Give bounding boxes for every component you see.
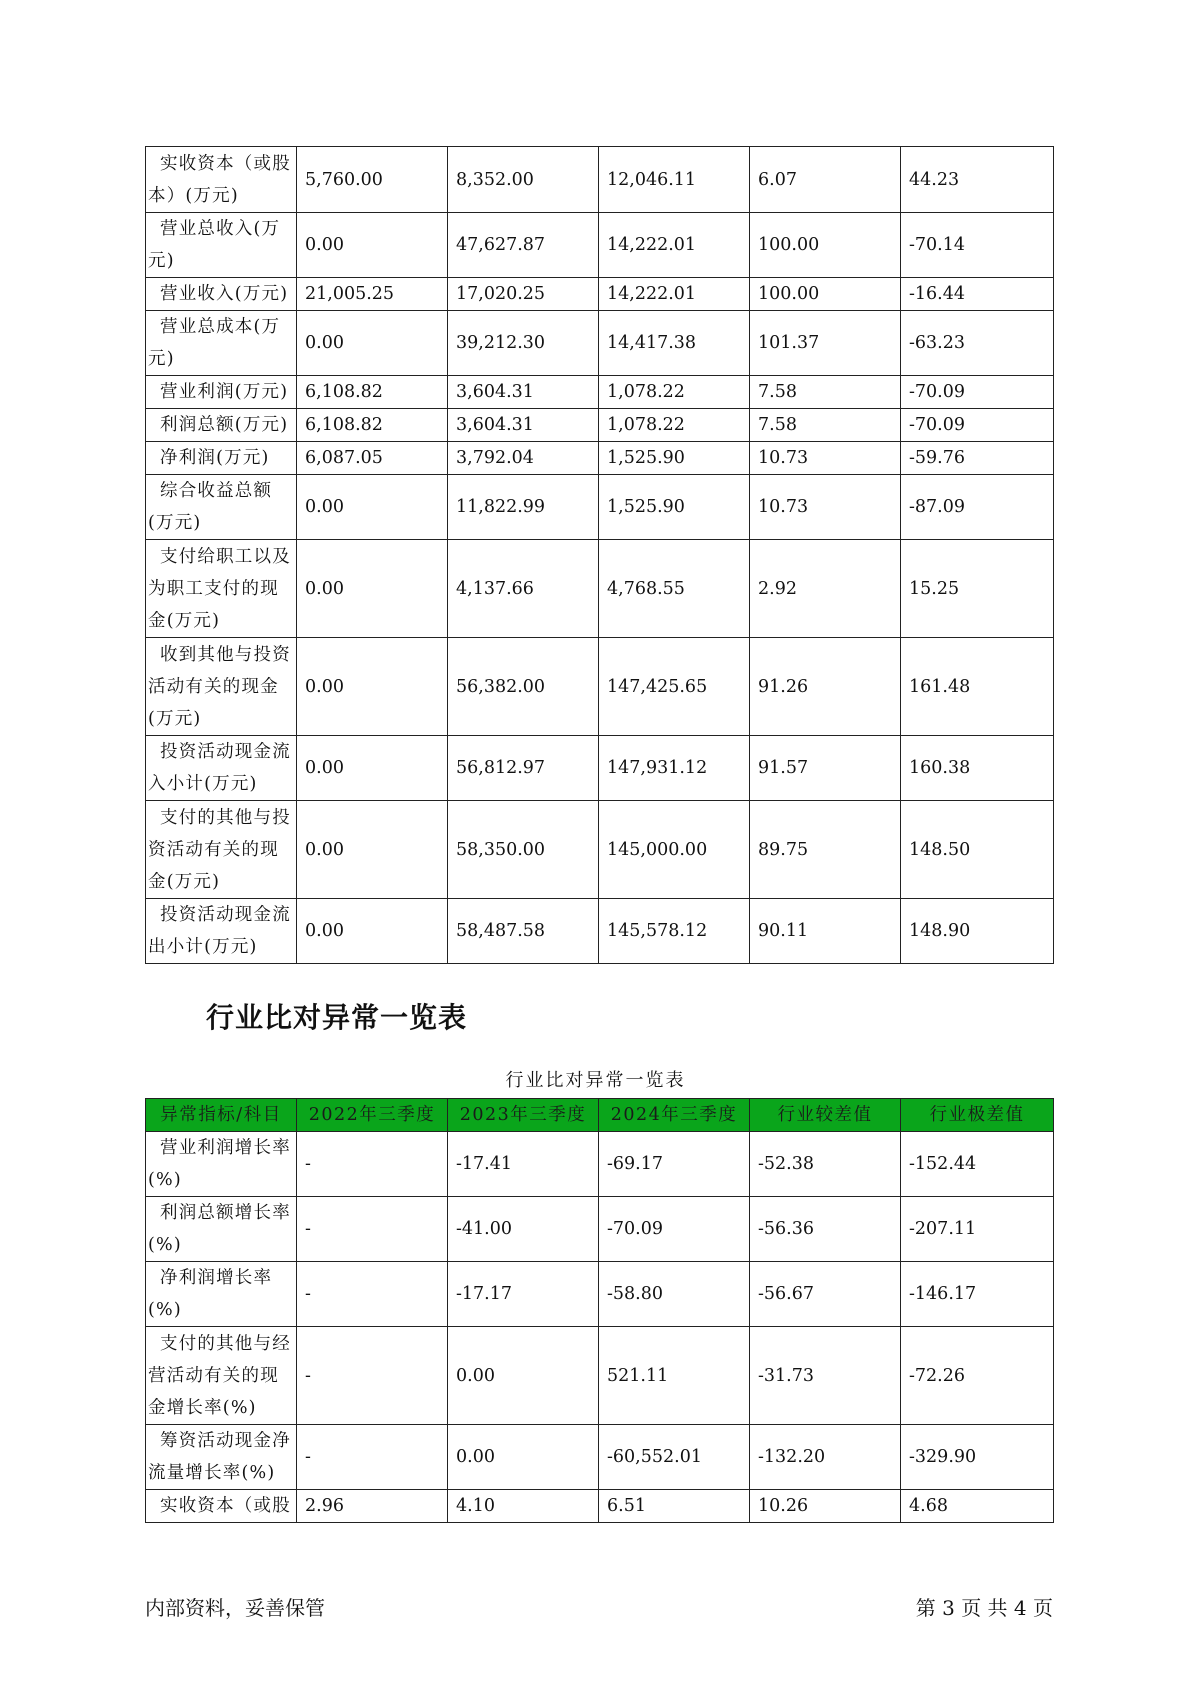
row-label: 营业总收入(万元) — [146, 213, 297, 278]
cell-value: -56.67 — [750, 1262, 901, 1327]
cell-value: 1,078.22 — [599, 376, 750, 409]
table-row — [146, 475, 1054, 540]
cell-value: 4.10 — [448, 1490, 599, 1523]
cell-value: 147,931.12 — [599, 736, 750, 801]
table-row — [146, 147, 1054, 213]
cell-value: - — [297, 1197, 448, 1262]
row-label: 实收资本（或股 — [146, 1490, 297, 1523]
cell-value: 4,137.66 — [448, 540, 599, 638]
cell-value: -152.44 — [901, 1132, 1054, 1197]
cell-value: 15.25 — [901, 540, 1054, 638]
cell-value: 0.00 — [297, 213, 448, 278]
row-label: 支付的其他与经营活动有关的现金增长率(%) — [146, 1327, 297, 1425]
table-row — [146, 1327, 1054, 1425]
cell-value: 0.00 — [297, 475, 448, 540]
row-label: 收到其他与投资活动有关的现金(万元) — [146, 638, 297, 736]
cell-value: 44.23 — [901, 147, 1054, 213]
column-header: 行业极差值 — [901, 1099, 1054, 1132]
cell-value: 91.57 — [750, 736, 901, 801]
table-row — [146, 442, 1054, 475]
cell-value: 3,604.31 — [448, 376, 599, 409]
cell-value: 56,812.97 — [448, 736, 599, 801]
cell-value: 11,822.99 — [448, 475, 599, 540]
cell-value: 2.92 — [750, 540, 901, 638]
cell-value: 21,005.25 — [297, 278, 448, 311]
cell-value: -60,552.01 — [599, 1425, 750, 1490]
cell-value: 161.48 — [901, 638, 1054, 736]
cell-value: 4,768.55 — [599, 540, 750, 638]
industry-anomaly-table — [145, 1098, 1054, 1523]
cell-value: -72.26 — [901, 1327, 1054, 1425]
cell-value: -132.20 — [750, 1425, 901, 1490]
cell-value: 1,525.90 — [599, 442, 750, 475]
cell-value: 0.00 — [297, 311, 448, 376]
cell-value: 4.68 — [901, 1490, 1054, 1523]
row-label: 净利润增长率(%) — [146, 1262, 297, 1327]
column-header: 2023年三季度 — [448, 1099, 599, 1132]
cell-value: 6.07 — [750, 147, 901, 213]
row-label: 实收资本（或股本）(万元) — [146, 147, 297, 213]
cell-value: -56.36 — [750, 1197, 901, 1262]
cell-value: 12,046.11 — [599, 147, 750, 213]
table-row — [146, 278, 1054, 311]
footer-confidential-note: 内部资料，妥善保管 — [145, 1596, 325, 1620]
cell-value: -70.14 — [901, 213, 1054, 278]
cell-value: 145,000.00 — [599, 801, 750, 899]
cell-value: -207.11 — [901, 1197, 1054, 1262]
cell-value: 0.00 — [297, 540, 448, 638]
financial-data-table — [145, 146, 1054, 964]
cell-value: 2.96 — [297, 1490, 448, 1523]
row-label: 营业总成本(万元) — [146, 311, 297, 376]
cell-value: 0.00 — [297, 801, 448, 899]
row-label: 利润总额增长率(%) — [146, 1197, 297, 1262]
cell-value: 47,627.87 — [448, 213, 599, 278]
cell-value: 56,382.00 — [448, 638, 599, 736]
table-row — [146, 213, 1054, 278]
cell-value: 89.75 — [750, 801, 901, 899]
row-label: 利润总额(万元) — [146, 409, 297, 442]
section-title: 行业比对异常一览表 — [206, 1001, 468, 1034]
table-row — [146, 1490, 1054, 1523]
cell-value: 0.00 — [448, 1425, 599, 1490]
cell-value: -87.09 — [901, 475, 1054, 540]
cell-value: -69.17 — [599, 1132, 750, 1197]
cell-value: 39,212.30 — [448, 311, 599, 376]
cell-value: 145,578.12 — [599, 899, 750, 964]
cell-value: 521.11 — [599, 1327, 750, 1425]
table-row — [146, 409, 1054, 442]
cell-value: 100.00 — [750, 213, 901, 278]
cell-value: 1,525.90 — [599, 475, 750, 540]
row-label: 净利润(万元) — [146, 442, 297, 475]
cell-value: -16.44 — [901, 278, 1054, 311]
cell-value: 91.26 — [750, 638, 901, 736]
cell-value: 6.51 — [599, 1490, 750, 1523]
row-label: 支付给职工以及为职工支付的现金(万元) — [146, 540, 297, 638]
cell-value: 90.11 — [750, 899, 901, 964]
table-row — [146, 540, 1054, 638]
cell-value: -41.00 — [448, 1197, 599, 1262]
cell-value: 160.38 — [901, 736, 1054, 801]
cell-value: 0.00 — [297, 638, 448, 736]
cell-value: 148.90 — [901, 899, 1054, 964]
cell-value: 17,020.25 — [448, 278, 599, 311]
cell-value: 1,078.22 — [599, 409, 750, 442]
cell-value: 3,792.04 — [448, 442, 599, 475]
row-label: 营业利润增长率(%) — [146, 1132, 297, 1197]
cell-value: - — [297, 1425, 448, 1490]
cell-value: - — [297, 1262, 448, 1327]
table-row — [146, 638, 1054, 736]
table-row — [146, 899, 1054, 964]
row-label: 投资活动现金流入小计(万元) — [146, 736, 297, 801]
table-row — [146, 736, 1054, 801]
cell-value: 6,108.82 — [297, 409, 448, 442]
cell-value: 147,425.65 — [599, 638, 750, 736]
cell-value: 6,087.05 — [297, 442, 448, 475]
cell-value: 10.26 — [750, 1490, 901, 1523]
table-header-row — [146, 1099, 1054, 1132]
cell-value: -70.09 — [901, 409, 1054, 442]
cell-value: -70.09 — [901, 376, 1054, 409]
cell-value: 0.00 — [297, 736, 448, 801]
column-header: 2024年三季度 — [599, 1099, 750, 1132]
table-row — [146, 1262, 1054, 1327]
row-label: 综合收益总额(万元) — [146, 475, 297, 540]
cell-value: 148.50 — [901, 801, 1054, 899]
cell-value: - — [297, 1327, 448, 1425]
cell-value: 3,604.31 — [448, 409, 599, 442]
cell-value: -70.09 — [599, 1197, 750, 1262]
row-label: 筹资活动现金净流量增长率(%) — [146, 1425, 297, 1490]
column-header: 异常指标/科目 — [146, 1099, 297, 1132]
table-row — [146, 1197, 1054, 1262]
row-label: 营业收入(万元) — [146, 278, 297, 311]
cell-value: 7.58 — [750, 409, 901, 442]
cell-value: -329.90 — [901, 1425, 1054, 1490]
table-row — [146, 311, 1054, 376]
table-row — [146, 1425, 1054, 1490]
cell-value: 10.73 — [750, 442, 901, 475]
row-label: 营业利润(万元) — [146, 376, 297, 409]
table-caption: 行业比对异常一览表 — [505, 1070, 686, 1091]
row-label: 支付的其他与投资活动有关的现金(万元) — [146, 801, 297, 899]
cell-value: - — [297, 1132, 448, 1197]
cell-value: 58,487.58 — [448, 899, 599, 964]
table-row — [146, 376, 1054, 409]
footer-page-number: 第 3 页 共 4 页 — [915, 1596, 1053, 1620]
column-header: 2022年三季度 — [297, 1099, 448, 1132]
cell-value: -59.76 — [901, 442, 1054, 475]
cell-value: 14,222.01 — [599, 278, 750, 311]
column-header: 行业较差值 — [750, 1099, 901, 1132]
table-row — [146, 801, 1054, 899]
cell-value: 101.37 — [750, 311, 901, 376]
cell-value: 0.00 — [297, 899, 448, 964]
cell-value: -63.23 — [901, 311, 1054, 376]
cell-value: 58,350.00 — [448, 801, 599, 899]
cell-value: 6,108.82 — [297, 376, 448, 409]
cell-value: -31.73 — [750, 1327, 901, 1425]
cell-value: 10.73 — [750, 475, 901, 540]
table-row — [146, 1132, 1054, 1197]
cell-value: -58.80 — [599, 1262, 750, 1327]
cell-value: -146.17 — [901, 1262, 1054, 1327]
cell-value: 5,760.00 — [297, 147, 448, 213]
cell-value: -52.38 — [750, 1132, 901, 1197]
cell-value: 8,352.00 — [448, 147, 599, 213]
row-label: 投资活动现金流出小计(万元) — [146, 899, 297, 964]
cell-value: 0.00 — [448, 1327, 599, 1425]
cell-value: -17.17 — [448, 1262, 599, 1327]
cell-value: 14,417.38 — [599, 311, 750, 376]
cell-value: 100.00 — [750, 278, 901, 311]
cell-value: -17.41 — [448, 1132, 599, 1197]
cell-value: 14,222.01 — [599, 213, 750, 278]
cell-value: 7.58 — [750, 376, 901, 409]
